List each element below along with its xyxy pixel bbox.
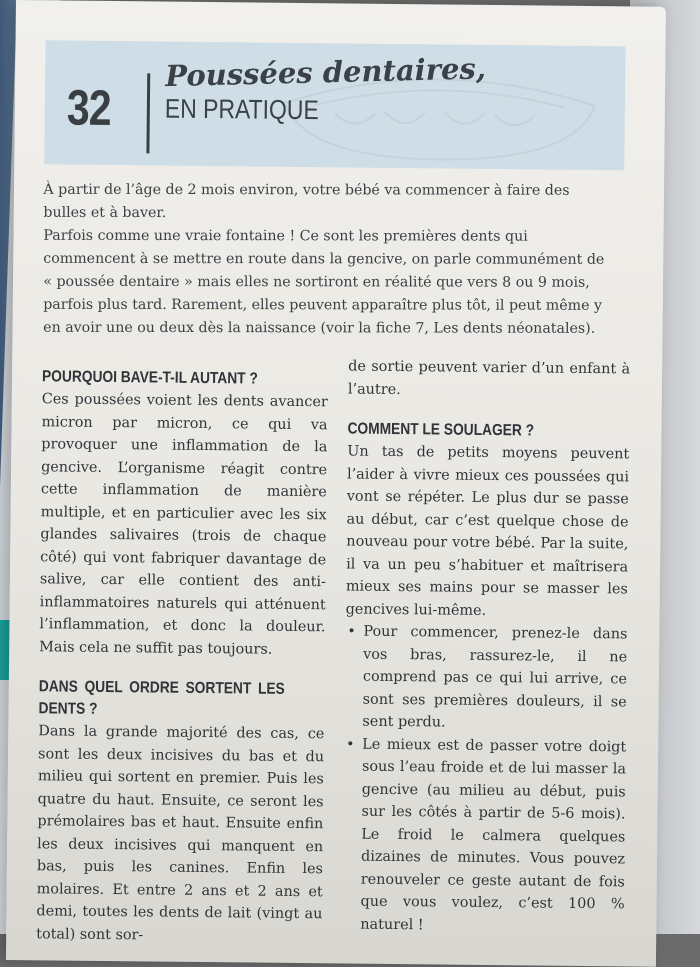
fiche-number: 32 [66, 79, 112, 136]
book-page [6, 0, 666, 967]
section-heading-why: POURQUOI BAVE-T-IL AUTANT ? [41, 368, 258, 388]
page-title-script: Poussées dentaires, [164, 51, 487, 94]
list-item: • Le mieux est de passer votre doigt sous l’eau froide et de lui masser la gencive (au milieu au début, puis sur les côtés à partir de 5-6 mois). Le froid le calmera quelques dizaines de minutes. Vous pouvez renouveler ce geste autant de fois que vous voulez, c’est 100 % naturel ! [342, 733, 626, 938]
intro-line-2: Parfois comme une vraie fontaine ! Ce sont les premières dents qui commencent à se mettre en route dans la gencive, on parle communément de « poussée dentaire » mais elles ne sortiront en réalité que vers 8 ou 9 mois, parfois plus tard. Rarement, elles peuvent apparaître plus tôt, il peut même y en avoir une ou deux dès la naissance (voir la fiche 7, Les dents néonatales). [43, 227, 605, 337]
bullet-icon: • [347, 623, 356, 640]
continuation-text: de sortie peuvent varier d’un enfant à l’autre. [347, 358, 631, 398]
page-title-caps: EN PRATIQUE [164, 93, 319, 126]
section-heading-order: DANS QUEL ORDRE SORTENT LES DENTS ? [38, 678, 285, 718]
list-item: • Pour commencer, prenez-le dans vos bras, rassurez-le, il ne comprend pas ce qui lui arrive, ce sont ses premières douleurs, il se sent perdu. [344, 620, 627, 735]
left-column [36, 366, 328, 948]
right-column [342, 355, 630, 938]
intro-paragraph [43, 179, 615, 341]
bullet-icon: • [346, 735, 355, 753]
section-text-why: Ces poussées voient les dents avancer micron par micron, ce qui va provoquer une inflammation de la gencive. L’organisme réagit contre cette inflammation de manière multiple, et en particulier avec les six glandes salivaires (trois de chaque côté) qui vont fabriquer davantage de salive, car elle contient des anti-inflammatoires naturels qui atténuent l’inflammation, et donc la douleur. Mais cela ne suffit pas toujours. [39, 391, 328, 658]
section-heading-relief: COMMENT LE SOULAGER ? [347, 420, 535, 440]
section-text-relief: Un tas de petits moyens peuvent l’aider à vivre mieux ces poussées qui vont se répéter. Le plus dur se passe au début, car c’est quelque chose de nouveau pour votre bébé. Par la suite, il va un peu s’habituer et maîtrisera mieux ses mains pour se masser les gencives lui-même. [345, 443, 630, 619]
relief-tips-list [342, 620, 627, 938]
section-text-order: Dans la grande majorité des cas, ce sont les deux incisives du bas et du milieu qui sortent en premier. Puis les quatre du haut. Ensuite, ce seront les prémolaires bas et haut. Ensuite enfin les deux incisives qui manquent en bas, puis les canines. Enfin les molaires. Et entre 2 ans et 2 ans et demi, toutes les dents de lait (vingt au total) sont sor- [36, 723, 325, 943]
intro-line-1: À partir de l’âge de 2 mois environ, votre bébé va commencer à faire des bulles et à baver. [43, 181, 570, 222]
